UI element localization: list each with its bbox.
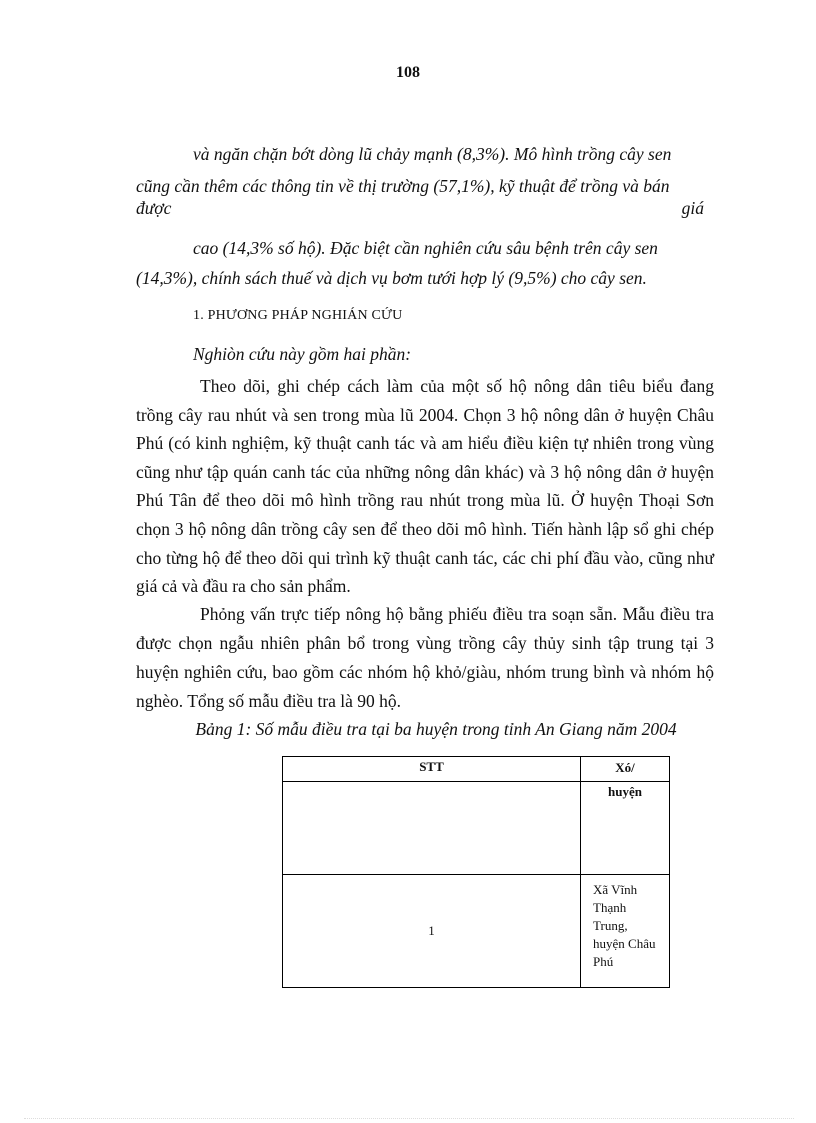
table-header-row [283, 757, 670, 782]
continuation-line-5: (14,3%), chính sách thuế và dịch vụ bơm tưới hợp lý (9,5%) cho cây sen. [136, 268, 647, 288]
page-number: 108 [396, 64, 420, 81]
row-commune: Xã Vĩnh Thạnh Trung, huyện Châu Phú [581, 875, 670, 988]
header-blank-cell [283, 782, 581, 875]
table-row [283, 875, 670, 988]
paragraph-1: Theo dõi, ghi chép cách làm của một số hộ nông dân tiêu biểu đang trồng cây rau nhút và sen trong mùa lũ 2004. Chọn 3 hộ nông dân ở huyện Châu Phú (có kinh nghiệm, kỹ thuật canh tác và am hiểu điều kiện tự nhiên trong vùng cũng như tập quán canh tác của những nông dân khác) và 3 hộ nông dân ở huyện Phú Tân để theo dõi mô hình trồng rau nhút trong mùa lũ. Ở huyện Thoại Sơn chọn 3 hộ nông dân trồng cây sen để theo dõi mô hình. Tiến hành lập sổ ghi chép cho từng hộ để theo dõi qui trình kỹ thuật canh tác, các chi phí đầu vào, cũng như giá cả và đầu ra cho sản phẩm. [136, 376, 714, 597]
paragraph-2: Phỏng vấn trực tiếp nông hộ bằng phiếu điều tra soạn sẵn. Mẫu điều tra được chọn ngẫu nhiên phân bổ trong vùng trồng cây thủy sinh tập trung tại 3 huyện nghiên cứu, bao gồm các nhóm hộ khỏ/giàu, nhóm trung bình và nhóm hộ nghèo. Tổng số mẫu điều tra là 90 hộ. [136, 604, 714, 711]
header-commune: Xó/ [581, 757, 670, 782]
header-commune-cont: huyện [581, 782, 670, 875]
continuation-line-4: cao (14,3% số hộ). Đặc biệt cần nghiên cứu sâu bệnh trên cây sen [193, 238, 658, 258]
header-stt: STT [283, 757, 581, 782]
continuation-line-2: cũng cần thêm các thông tin về thị trường (57,1%), kỹ thuật để trồng và bán [136, 176, 670, 196]
page-footer-rule [24, 1118, 794, 1119]
table-caption: Bảng 1: Số mẫu điều tra tại ba huyện trong tỉnh An Giang năm 2004 [195, 719, 677, 739]
continuation-line-3-left: được [136, 198, 172, 218]
continuation-line-1: và ngăn chặn bớt dòng lũ chảy mạnh (8,3%). Mô hình trồng cây sen [193, 144, 672, 164]
survey-table [282, 756, 670, 988]
row-index: 1 [283, 875, 581, 988]
continuation-line-3 [136, 198, 704, 219]
section-heading: 1. PHƯƠNG PHÁP NGHIÁN CỨU [193, 308, 403, 323]
section-intro: Nghiòn cứu này gồm hai phần: [193, 344, 412, 364]
table-header-continuation [283, 782, 670, 875]
continuation-line-3-right: giá [681, 198, 704, 218]
